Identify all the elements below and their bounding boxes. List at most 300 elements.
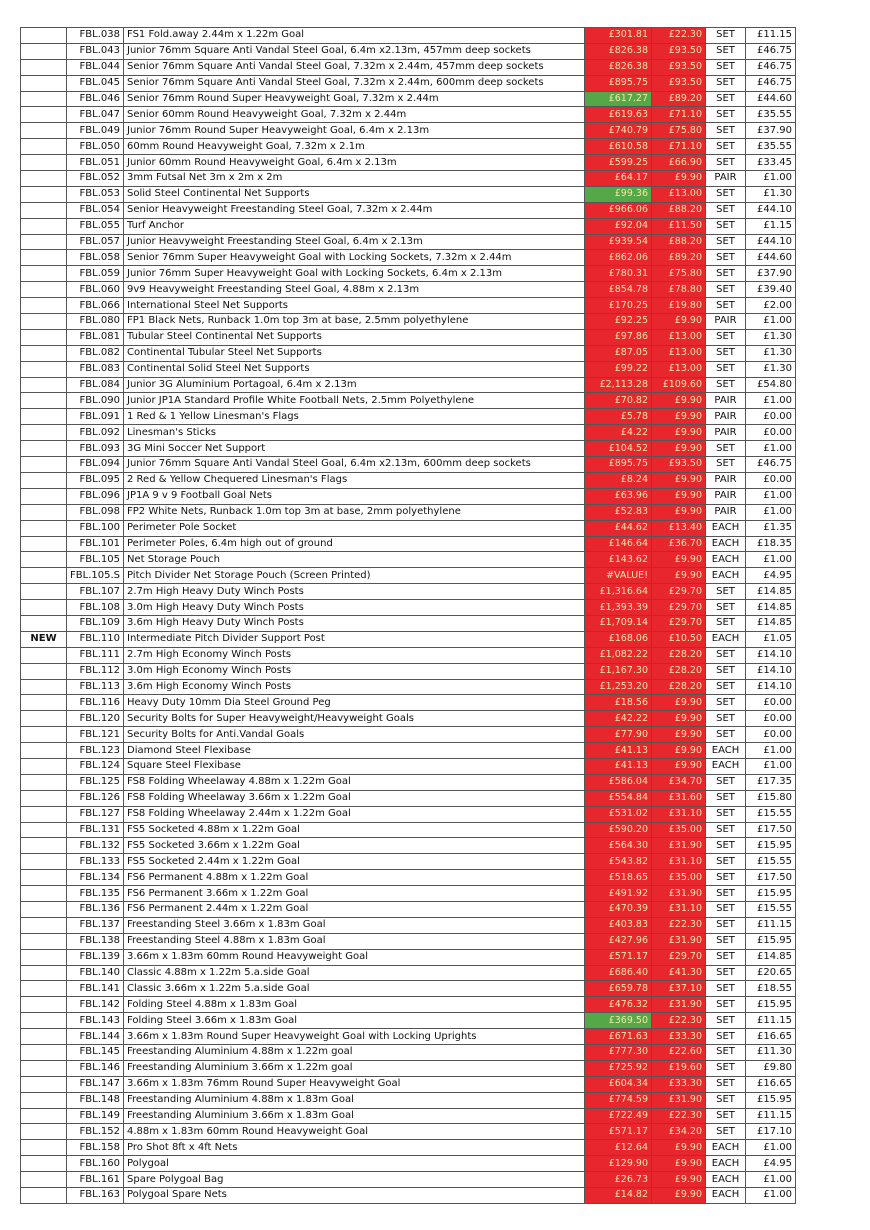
table-row — [21, 425, 796, 441]
new-flag-cell — [21, 1060, 67, 1076]
unit-cell: SET — [706, 202, 746, 218]
new-flag-cell — [21, 1045, 67, 1061]
description-cell: 1 Red & 1 Yellow Linesman's Flags — [124, 409, 585, 425]
new-flag-cell — [21, 59, 67, 75]
unit-cell: SET — [706, 250, 746, 266]
new-flag-cell — [21, 377, 67, 393]
description-cell: 60mm Round Heavyweight Goal, 7.32m x 2.1m — [124, 139, 585, 155]
description-cell: Security Bolts for Super Heavyweight/Heavyweight Goals — [124, 711, 585, 727]
product-code-cell: FBL.161 — [67, 1172, 124, 1188]
cost-price-cell: £52.83 — [585, 504, 652, 520]
unit-cell: PAIR — [706, 504, 746, 520]
unit-price-cell: £15.95 — [746, 838, 796, 854]
table-row — [21, 711, 796, 727]
new-flag-cell — [21, 949, 67, 965]
new-flag-cell — [21, 1172, 67, 1188]
product-code-cell: FBL.052 — [67, 171, 124, 187]
product-code-cell: FBL.057 — [67, 234, 124, 250]
unit-cell: SET — [706, 123, 746, 139]
unit-price-cell: £39.40 — [746, 282, 796, 298]
carriage-price-cell: £31.10 — [652, 854, 706, 870]
table-row — [21, 139, 796, 155]
cost-price-cell: £4.22 — [585, 425, 652, 441]
table-row — [21, 393, 796, 409]
product-code-cell: FBL.152 — [67, 1124, 124, 1140]
carriage-price-cell: £19.60 — [652, 1060, 706, 1076]
table-row — [21, 43, 796, 59]
unit-cell: SET — [706, 822, 746, 838]
cost-price-cell: £610.58 — [585, 139, 652, 155]
carriage-price-cell: £13.00 — [652, 361, 706, 377]
product-code-cell: FBL.084 — [67, 377, 124, 393]
carriage-price-cell: £93.50 — [652, 75, 706, 91]
cost-price-cell: £41.13 — [585, 743, 652, 759]
product-code-cell: FBL.091 — [67, 409, 124, 425]
description-cell: FP1 Black Nets, Runback 1.0m top 3m at base, 2.5mm polyethylene — [124, 314, 585, 330]
new-flag-cell — [21, 886, 67, 902]
description-cell: Junior 76mm Square Anti Vandal Steel Goal, 6.4m x2.13m, 600mm deep sockets — [124, 457, 585, 473]
unit-cell: SET — [706, 933, 746, 949]
carriage-price-cell: £29.70 — [652, 615, 706, 631]
unit-price-cell: £16.65 — [746, 1076, 796, 1092]
new-flag-cell — [21, 107, 67, 123]
unit-cell: SET — [706, 790, 746, 806]
table-row — [21, 266, 796, 282]
carriage-price-cell: £34.20 — [652, 1124, 706, 1140]
unit-price-cell: £35.55 — [746, 139, 796, 155]
unit-cell: SET — [706, 1108, 746, 1124]
new-flag-cell — [21, 854, 67, 870]
carriage-price-cell: £9.90 — [652, 1140, 706, 1156]
unit-price-cell: £17.50 — [746, 870, 796, 886]
carriage-price-cell: £75.80 — [652, 266, 706, 282]
unit-price-cell: £14.85 — [746, 949, 796, 965]
unit-price-cell: £1.30 — [746, 329, 796, 345]
unit-cell: SET — [706, 806, 746, 822]
product-code-cell: FBL.105 — [67, 552, 124, 568]
product-code-cell: FBL.111 — [67, 647, 124, 663]
description-cell: Folding Steel 4.88m x 1.83m Goal — [124, 997, 585, 1013]
description-cell: 2.7m High Heavy Duty Winch Posts — [124, 584, 585, 600]
unit-price-cell: £44.10 — [746, 234, 796, 250]
new-flag-cell — [21, 409, 67, 425]
description-cell: 3.6m High Heavy Duty Winch Posts — [124, 615, 585, 631]
unit-cell: SET — [706, 774, 746, 790]
carriage-price-cell: £93.50 — [652, 59, 706, 75]
unit-cell: SET — [706, 870, 746, 886]
table-row — [21, 806, 796, 822]
table-row — [21, 123, 796, 139]
description-cell: 4.88m x 1.83m 60mm Round Heavyweight Goal — [124, 1124, 585, 1140]
carriage-price-cell: £71.10 — [652, 107, 706, 123]
product-code-cell: FBL.100 — [67, 520, 124, 536]
carriage-price-cell: £9.90 — [652, 727, 706, 743]
unit-cell: EACH — [706, 743, 746, 759]
carriage-price-cell: £9.90 — [652, 1156, 706, 1172]
description-cell: 3mm Futsal Net 3m x 2m x 2m — [124, 171, 585, 187]
unit-price-cell: £46.75 — [746, 59, 796, 75]
cost-price-cell: £1,316.64 — [585, 584, 652, 600]
unit-price-cell: £14.85 — [746, 615, 796, 631]
cost-price-cell: £617.27 — [585, 91, 652, 107]
description-cell: Perimeter Pole Socket — [124, 520, 585, 536]
description-cell: International Steel Net Supports — [124, 298, 585, 314]
cost-price-cell: £604.34 — [585, 1076, 652, 1092]
carriage-price-cell: £22.30 — [652, 28, 706, 44]
description-cell: Freestanding Steel 4.88m x 1.83m Goal — [124, 933, 585, 949]
unit-cell: SET — [706, 43, 746, 59]
new-flag-cell — [21, 901, 67, 917]
unit-cell: SET — [706, 615, 746, 631]
unit-cell: SET — [706, 329, 746, 345]
carriage-price-cell: £9.90 — [652, 568, 706, 584]
table-row — [21, 155, 796, 171]
new-flag-cell — [21, 425, 67, 441]
unit-cell: EACH — [706, 758, 746, 774]
cost-price-cell: £5.78 — [585, 409, 652, 425]
carriage-price-cell: £36.70 — [652, 536, 706, 552]
unit-price-cell: £17.35 — [746, 774, 796, 790]
new-flag-cell — [21, 282, 67, 298]
new-flag-cell — [21, 774, 67, 790]
new-flag-cell — [21, 186, 67, 202]
cost-price-cell: £777.30 — [585, 1045, 652, 1061]
new-flag-cell — [21, 472, 67, 488]
unit-cell: SET — [706, 886, 746, 902]
new-flag-cell — [21, 965, 67, 981]
carriage-price-cell: £88.20 — [652, 234, 706, 250]
carriage-price-cell: £89.20 — [652, 250, 706, 266]
unit-cell: SET — [706, 965, 746, 981]
unit-price-cell: £15.55 — [746, 901, 796, 917]
table-row — [21, 1092, 796, 1108]
cost-price-cell: £939.54 — [585, 234, 652, 250]
table-row — [21, 790, 796, 806]
carriage-price-cell: £78.80 — [652, 282, 706, 298]
description-cell: FS5 Socketed 2.44m x 1.22m Goal — [124, 854, 585, 870]
product-code-cell: FBL.081 — [67, 329, 124, 345]
unit-price-cell: £46.75 — [746, 43, 796, 59]
description-cell: Pro Shot 8ft x 4ft Nets — [124, 1140, 585, 1156]
unit-price-cell: £1.00 — [746, 171, 796, 187]
cost-price-cell: £531.02 — [585, 806, 652, 822]
table-row — [21, 758, 796, 774]
carriage-price-cell: £13.00 — [652, 329, 706, 345]
unit-cell: SET — [706, 901, 746, 917]
table-row — [21, 949, 796, 965]
table-row — [21, 250, 796, 266]
product-code-cell: FBL.127 — [67, 806, 124, 822]
carriage-price-cell: £28.20 — [652, 679, 706, 695]
product-code-cell: FBL.142 — [67, 997, 124, 1013]
product-code-cell: FBL.110 — [67, 631, 124, 647]
carriage-price-cell: £13.00 — [652, 345, 706, 361]
new-flag-cell — [21, 441, 67, 457]
cost-price-cell: £87.05 — [585, 345, 652, 361]
unit-price-cell: £1.00 — [746, 552, 796, 568]
unit-price-cell: £0.00 — [746, 472, 796, 488]
unit-cell: SET — [706, 218, 746, 234]
cost-price-cell: £369.50 — [585, 1013, 652, 1029]
cost-price-cell: £862.06 — [585, 250, 652, 266]
product-code-cell: FBL.149 — [67, 1108, 124, 1124]
product-code-cell: FBL.053 — [67, 186, 124, 202]
unit-price-cell: £1.00 — [746, 488, 796, 504]
table-row — [21, 631, 796, 647]
carriage-price-cell: £22.30 — [652, 1108, 706, 1124]
new-flag-cell — [21, 663, 67, 679]
unit-price-cell: £15.95 — [746, 933, 796, 949]
description-cell: Classic 4.88m x 1.22m 5.a.side Goal — [124, 965, 585, 981]
cost-price-cell: £146.64 — [585, 536, 652, 552]
cost-price-cell: £92.25 — [585, 314, 652, 330]
new-flag-cell — [21, 933, 67, 949]
unit-price-cell: £18.35 — [746, 536, 796, 552]
cost-price-cell: £780.31 — [585, 266, 652, 282]
new-flag-cell — [21, 488, 67, 504]
unit-price-cell: £1.30 — [746, 361, 796, 377]
table-row — [21, 743, 796, 759]
description-cell: Net Storage Pouch — [124, 552, 585, 568]
cost-price-cell: £70.82 — [585, 393, 652, 409]
description-cell: FS5 Socketed 4.88m x 1.22m Goal — [124, 822, 585, 838]
cost-price-cell: £77.90 — [585, 727, 652, 743]
unit-cell: SET — [706, 155, 746, 171]
product-code-cell: FBL.144 — [67, 1029, 124, 1045]
carriage-price-cell: £88.20 — [652, 202, 706, 218]
description-cell: Continental Tubular Steel Net Supports — [124, 345, 585, 361]
unit-price-cell: £1.15 — [746, 218, 796, 234]
unit-price-cell: £1.30 — [746, 186, 796, 202]
unit-price-cell: £11.15 — [746, 917, 796, 933]
description-cell: 3.0m High Heavy Duty Winch Posts — [124, 600, 585, 616]
description-cell: Senior 76mm Round Super Heavyweight Goal, 7.32m x 2.44m — [124, 91, 585, 107]
new-flag-cell — [21, 314, 67, 330]
unit-cell: SET — [706, 345, 746, 361]
new-flag-cell — [21, 615, 67, 631]
product-code-cell: FBL.038 — [67, 28, 124, 44]
new-flag-cell — [21, 1092, 67, 1108]
description-cell: Pitch Divider Net Storage Pouch (Screen Printed) — [124, 568, 585, 584]
new-flag-cell — [21, 28, 67, 44]
cost-price-cell: £571.17 — [585, 949, 652, 965]
unit-cell: SET — [706, 584, 746, 600]
table-row — [21, 822, 796, 838]
table-row — [21, 361, 796, 377]
table-row — [21, 91, 796, 107]
table-row — [21, 1013, 796, 1029]
unit-price-cell: £11.15 — [746, 28, 796, 44]
description-cell: Perimeter Poles, 6.4m high out of ground — [124, 536, 585, 552]
description-cell: FS6 Permanent 4.88m x 1.22m Goal — [124, 870, 585, 886]
product-code-cell: FBL.046 — [67, 91, 124, 107]
new-flag-cell — [21, 695, 67, 711]
product-code-cell: FBL.121 — [67, 727, 124, 743]
product-code-cell: FBL.135 — [67, 886, 124, 902]
table-row — [21, 107, 796, 123]
new-flag-cell — [21, 329, 67, 345]
cost-price-cell: £170.25 — [585, 298, 652, 314]
new-flag-cell — [21, 75, 67, 91]
description-cell: Folding Steel 3.66m x 1.83m Goal — [124, 1013, 585, 1029]
unit-cell: SET — [706, 298, 746, 314]
table-row — [21, 329, 796, 345]
cost-price-cell: £895.75 — [585, 75, 652, 91]
unit-cell: EACH — [706, 631, 746, 647]
unit-price-cell: £0.00 — [746, 425, 796, 441]
new-flag-cell — [21, 647, 67, 663]
product-code-cell: FBL.126 — [67, 790, 124, 806]
unit-price-cell: £33.45 — [746, 155, 796, 171]
cost-price-cell: £14.82 — [585, 1188, 652, 1204]
table-row — [21, 202, 796, 218]
table-row — [21, 981, 796, 997]
carriage-price-cell: £66.90 — [652, 155, 706, 171]
unit-price-cell: £18.55 — [746, 981, 796, 997]
new-flag-cell — [21, 1124, 67, 1140]
carriage-price-cell: £29.70 — [652, 949, 706, 965]
cost-price-cell: £99.22 — [585, 361, 652, 377]
description-cell: Freestanding Steel 3.66m x 1.83m Goal — [124, 917, 585, 933]
table-row — [21, 647, 796, 663]
description-cell: Freestanding Aluminium 3.66m x 1.22m goal — [124, 1060, 585, 1076]
product-code-cell: FBL.124 — [67, 758, 124, 774]
product-code-cell: FBL.043 — [67, 43, 124, 59]
description-cell: Solid Steel Continental Net Supports — [124, 186, 585, 202]
description-cell: 3.66m x 1.83m 76mm Round Super Heavyweight Goal — [124, 1076, 585, 1092]
product-code-cell: FBL.108 — [67, 600, 124, 616]
carriage-price-cell: £9.90 — [652, 504, 706, 520]
cost-price-cell: £826.38 — [585, 43, 652, 59]
product-code-cell: FBL.113 — [67, 679, 124, 695]
new-flag-cell — [21, 790, 67, 806]
unit-price-cell: £16.65 — [746, 1029, 796, 1045]
unit-cell: SET — [706, 711, 746, 727]
unit-cell: PAIR — [706, 472, 746, 488]
table-row — [21, 282, 796, 298]
carriage-price-cell: £28.20 — [652, 663, 706, 679]
unit-price-cell: £1.05 — [746, 631, 796, 647]
unit-price-cell: £37.90 — [746, 266, 796, 282]
cost-price-cell: £491.92 — [585, 886, 652, 902]
cost-price-cell: £659.78 — [585, 981, 652, 997]
description-cell: Turf Anchor — [124, 218, 585, 234]
description-cell: 3.0m High Economy Winch Posts — [124, 663, 585, 679]
new-flag-cell — [21, 600, 67, 616]
new-flag-cell — [21, 91, 67, 107]
unit-cell: SET — [706, 838, 746, 854]
unit-cell: SET — [706, 949, 746, 965]
product-code-cell: FBL.051 — [67, 155, 124, 171]
table-row — [21, 679, 796, 695]
table-row — [21, 901, 796, 917]
unit-price-cell: £1.00 — [746, 1140, 796, 1156]
table-row — [21, 409, 796, 425]
description-cell: FS8 Folding Wheelaway 3.66m x 1.22m Goal — [124, 790, 585, 806]
unit-price-cell: £1.00 — [746, 1172, 796, 1188]
carriage-price-cell: £10.50 — [652, 631, 706, 647]
description-cell: Linesman's Sticks — [124, 425, 585, 441]
table-row — [21, 965, 796, 981]
unit-price-cell: £46.75 — [746, 75, 796, 91]
new-flag-cell — [21, 298, 67, 314]
cost-price-cell: £1,167.30 — [585, 663, 652, 679]
unit-cell: EACH — [706, 568, 746, 584]
new-flag-cell — [21, 520, 67, 536]
unit-price-cell: £35.55 — [746, 107, 796, 123]
table-row — [21, 1140, 796, 1156]
cost-price-cell: £854.78 — [585, 282, 652, 298]
description-cell: Security Bolts for Anti.Vandal Goals — [124, 727, 585, 743]
product-code-cell: FBL.054 — [67, 202, 124, 218]
unit-cell: SET — [706, 727, 746, 743]
table-row — [21, 1076, 796, 1092]
unit-price-cell: £4.95 — [746, 568, 796, 584]
unit-price-cell: £17.50 — [746, 822, 796, 838]
cost-price-cell: £966.06 — [585, 202, 652, 218]
product-code-cell: FBL.125 — [67, 774, 124, 790]
table-row — [21, 1060, 796, 1076]
new-flag-cell — [21, 345, 67, 361]
cost-price-cell: £586.04 — [585, 774, 652, 790]
description-cell: Junior 3G Aluminium Portagoal, 6.4m x 2.13m — [124, 377, 585, 393]
unit-cell: SET — [706, 91, 746, 107]
new-flag-cell — [21, 250, 67, 266]
unit-cell: SET — [706, 1092, 746, 1108]
table-row — [21, 536, 796, 552]
unit-price-cell: £17.10 — [746, 1124, 796, 1140]
product-code-cell: FBL.158 — [67, 1140, 124, 1156]
new-flag-cell — [21, 822, 67, 838]
new-flag-cell — [21, 711, 67, 727]
new-flag-cell — [21, 552, 67, 568]
unit-cell: SET — [706, 917, 746, 933]
carriage-price-cell: £9.90 — [652, 409, 706, 425]
product-code-cell: FBL.049 — [67, 123, 124, 139]
new-flag-cell — [21, 1188, 67, 1204]
carriage-price-cell: £9.90 — [652, 711, 706, 727]
product-code-cell: FBL.098 — [67, 504, 124, 520]
new-flag-cell — [21, 1156, 67, 1172]
carriage-price-cell: £75.80 — [652, 123, 706, 139]
unit-price-cell: £14.10 — [746, 663, 796, 679]
carriage-price-cell: £31.90 — [652, 1092, 706, 1108]
table-row — [21, 504, 796, 520]
carriage-price-cell: £9.90 — [652, 695, 706, 711]
table-row — [21, 345, 796, 361]
carriage-price-cell: £31.10 — [652, 806, 706, 822]
product-code-cell: FBL.066 — [67, 298, 124, 314]
carriage-price-cell: £89.20 — [652, 91, 706, 107]
new-flag-cell — [21, 806, 67, 822]
unit-cell: SET — [706, 1045, 746, 1061]
description-cell: Senior 76mm Super Heavyweight Goal with Locking Sockets, 7.32m x 2.44m — [124, 250, 585, 266]
unit-cell: SET — [706, 107, 746, 123]
unit-cell: EACH — [706, 552, 746, 568]
unit-cell: PAIR — [706, 409, 746, 425]
unit-cell: PAIR — [706, 393, 746, 409]
unit-price-cell: £15.80 — [746, 790, 796, 806]
cost-price-cell: £41.13 — [585, 758, 652, 774]
product-code-cell: FBL.132 — [67, 838, 124, 854]
description-cell: JP1A 9 v 9 Football Goal Nets — [124, 488, 585, 504]
table-row — [21, 695, 796, 711]
unit-price-cell: £15.55 — [746, 854, 796, 870]
table-row — [21, 584, 796, 600]
carriage-price-cell: £22.30 — [652, 917, 706, 933]
table-row — [21, 314, 796, 330]
carriage-price-cell: £31.90 — [652, 997, 706, 1013]
